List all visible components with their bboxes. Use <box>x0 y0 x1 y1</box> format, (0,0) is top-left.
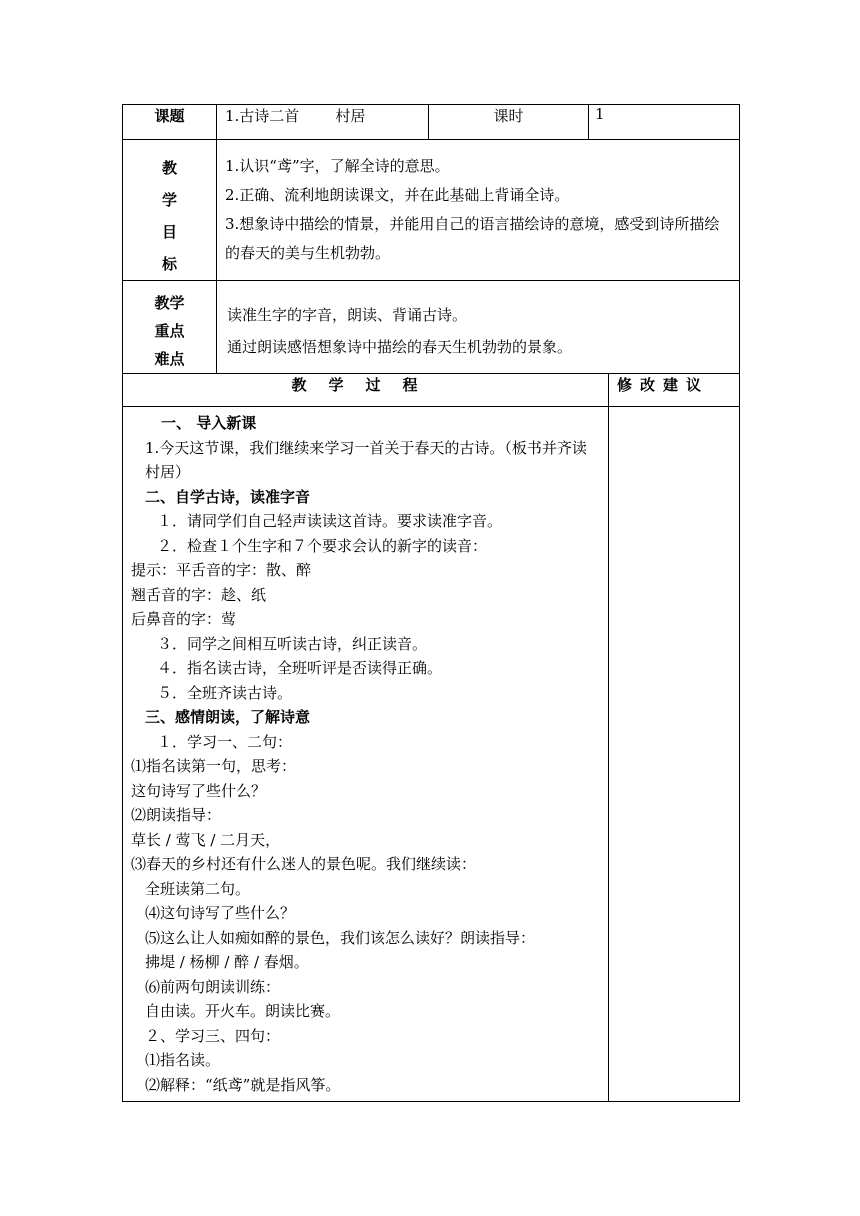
title-label: 课题 <box>123 105 217 140</box>
process-line: 提示：平舌音的字：散、醉 <box>131 561 312 579</box>
process-line: ⑵解释：“纸鸢”就是指风筝。 <box>145 1075 341 1094</box>
process-line: ２、学习三、四句： <box>145 1026 281 1045</box>
key-points-row <box>123 281 740 374</box>
process-line: １．请同学们自己轻声读读这首诗。要求读准字音。 <box>157 512 503 530</box>
goal-item: 1.认识“鸢”字，了解全诗的意思。 <box>225 157 450 175</box>
process-line: ３．同学之间相互听读古诗，纠正读音。 <box>157 634 428 653</box>
process-line: 1.今天这节课，我们继续来学习一首关于春天的古诗。（板书并齐读村居） <box>145 438 587 481</box>
process-line: 全班读第二句。 <box>145 879 251 898</box>
section-heading: 二、自学古诗，读准字音 <box>145 487 311 506</box>
goals-row <box>123 140 740 281</box>
process-line: ４．指名读古诗，全班听评是否读得正确。 <box>157 659 443 677</box>
process-body-row <box>123 407 740 1102</box>
process-line: ５．全班齐读古诗。 <box>157 683 293 702</box>
key-point-item: 通过朗读感悟想象诗中描绘的春天生机勃勃的景象。 <box>227 338 573 356</box>
process-line: ⑴指名读。 <box>145 1051 221 1069</box>
process-line: 拂堤 / 杨柳 / 醉 / 春烟。 <box>145 953 309 971</box>
process-line: ⑶春天的乡村还有什么迷人的景色呢。我们继续读： <box>131 855 477 873</box>
goal-item: 2.正确、流利地朗读课文，并在此基础上背诵全诗。 <box>225 186 570 204</box>
title-value-poem: 村居 <box>335 107 366 125</box>
revision-title: 修改建议 <box>609 374 740 407</box>
period-value: 1 <box>589 105 740 140</box>
section-heading: 三、感情朗读，了解诗意 <box>145 708 311 726</box>
lesson-plan-table <box>122 104 740 1102</box>
process-line: ２．检查１个生字和７个要求会认的新字的读音： <box>157 536 488 555</box>
process-line: 翘舌音的字：趁、纸 <box>131 585 267 604</box>
key-points-label: 教学 重点 难点 <box>123 281 217 374</box>
process-line: 自由读。开火车。朗读比赛。 <box>145 1002 341 1020</box>
key-point-item: 读准生字的字音，朗读、背诵古诗。 <box>227 306 468 324</box>
goal-item: 3.想象诗中描绘的情景，并能用自己的语言描绘诗的意境，感受到诗所描绘的春天的美与生机勃勃。 <box>225 215 720 262</box>
process-header-row <box>123 374 740 407</box>
process-line: ⑸这么让人如痴如醉的景色，我们该怎么读好？朗读指导： <box>145 928 536 947</box>
goals-label: 教 学 目 标 <box>123 140 217 281</box>
process-line: ⑵朗读指导： <box>131 806 222 824</box>
process-line: 草长 / 莺飞 / 二月天， <box>131 830 281 849</box>
section-heading: 一、 导入新课 <box>161 414 257 432</box>
period-label: 课时 <box>429 105 589 140</box>
process-line: ⑷这句诗写了些什么？ <box>145 904 296 922</box>
title-row <box>123 105 740 140</box>
process-line: ⑴指名读第一句，思考： <box>131 757 297 775</box>
process-line: １．学习一、二句： <box>157 732 293 751</box>
process-content <box>123 407 609 1102</box>
process-line: ⑹前两句朗读训练： <box>145 977 281 996</box>
goals-content <box>217 140 740 281</box>
revision-content <box>609 407 740 1102</box>
title-value-lesson: 1.古诗二首 <box>225 107 300 125</box>
process-line: 这句诗写了些什么？ <box>131 781 267 800</box>
title-value <box>217 105 429 140</box>
process-line: 后鼻音的字：莺 <box>131 610 237 628</box>
key-points-content <box>217 281 740 374</box>
process-title: 教学过程 <box>123 374 609 407</box>
